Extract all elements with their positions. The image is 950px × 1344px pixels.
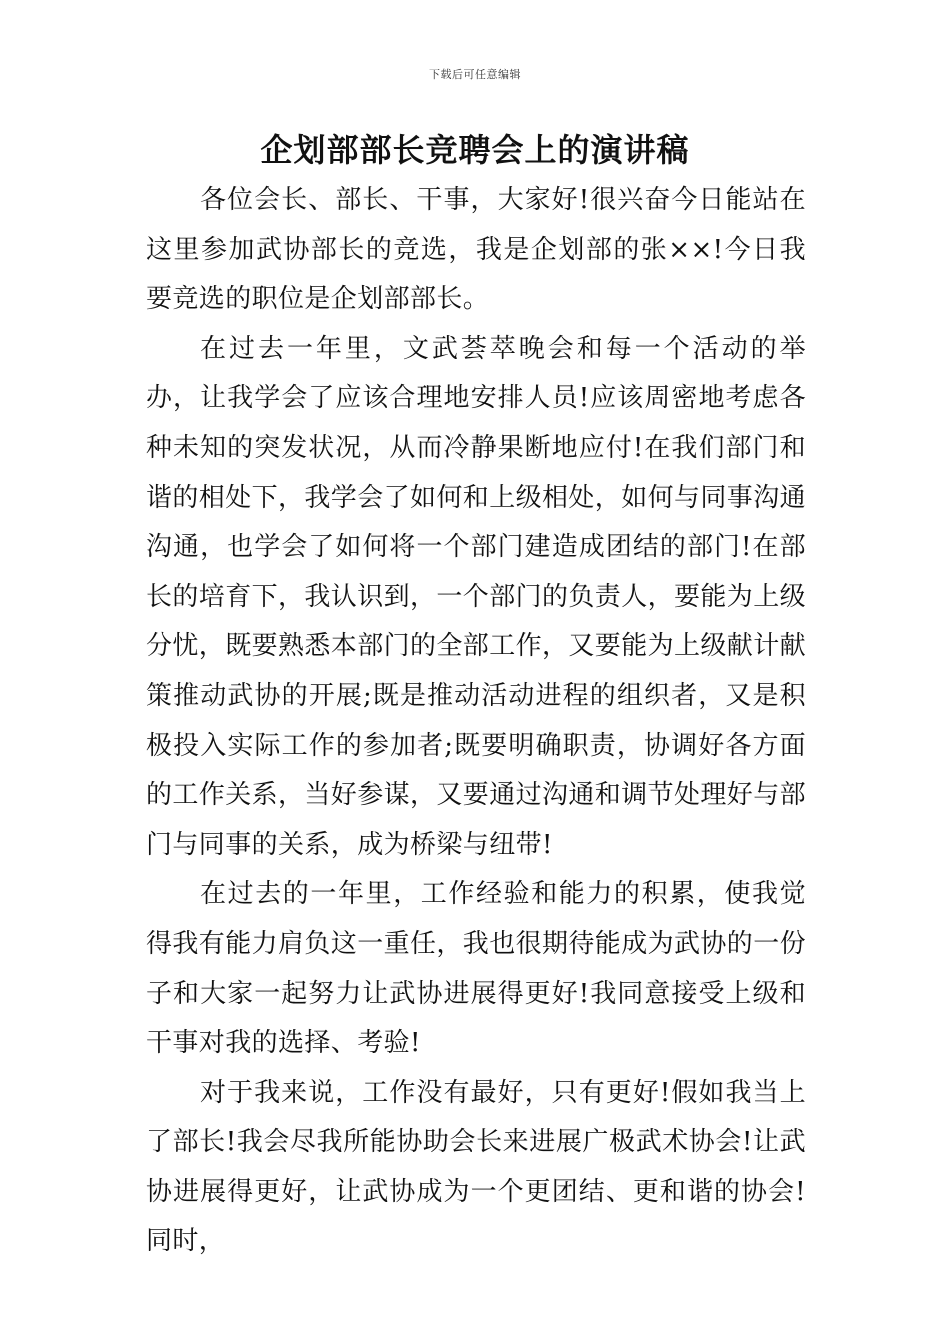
document-body (146, 176, 806, 1267)
document-title: 企划部部长竞聘会上的演讲稿 (260, 131, 690, 169)
header-note: 下载后可任意编辑 (429, 68, 521, 81)
paragraph-4: 对于我来说，工作没有最好，只有更好!假如我当上了部长!我会尽我所能协助会长来进展广极武术协会!让武协进展得更好，让武协成为一个更团结、更和谐的协会!同时， (146, 1077, 806, 1257)
paragraph-2: 在过去一年里，文武荟萃晚会和每一个活动的举办，让我学会了应该合理地安排人员!应该周密地考虑各种未知的突发状况，从而冷静果断地应付!在我们部门和谐的相处下，我学会了如何和上级相处，如何与同事沟通沟通，也学会了如何将一个部门建造成团结的部门!在部长的培育下，我认识到，一个部门的负责人，要能为上级分忧，既要熟悉本部门的全部工作，又要能为上级献计献策推动武协的开展;既是推动活动进程的组织者，又是积极投入实际工作的参加者;既要明确职责，协调好各方面的工作关系，当好参谋，又要通过沟通和调节处理好与部门与同事的关系，成为桥梁与纽带! (146, 333, 807, 860)
paragraph-3: 在过去的一年里，工作经验和能力的积累，使我觉得我有能力肩负这一重任，我也很期待能成为武协的一份子和大家一起努力让武协进展得更好!我同意接受上级和干事对我的选择、考验! (146, 879, 807, 1059)
paragraph-1: 各位会长、部长、干事，大家好!很兴奋今日能站在这里参加武协部长的竞选，我是企划部的张××!今日我要竞选的职位是企划部部长。 (146, 185, 806, 315)
